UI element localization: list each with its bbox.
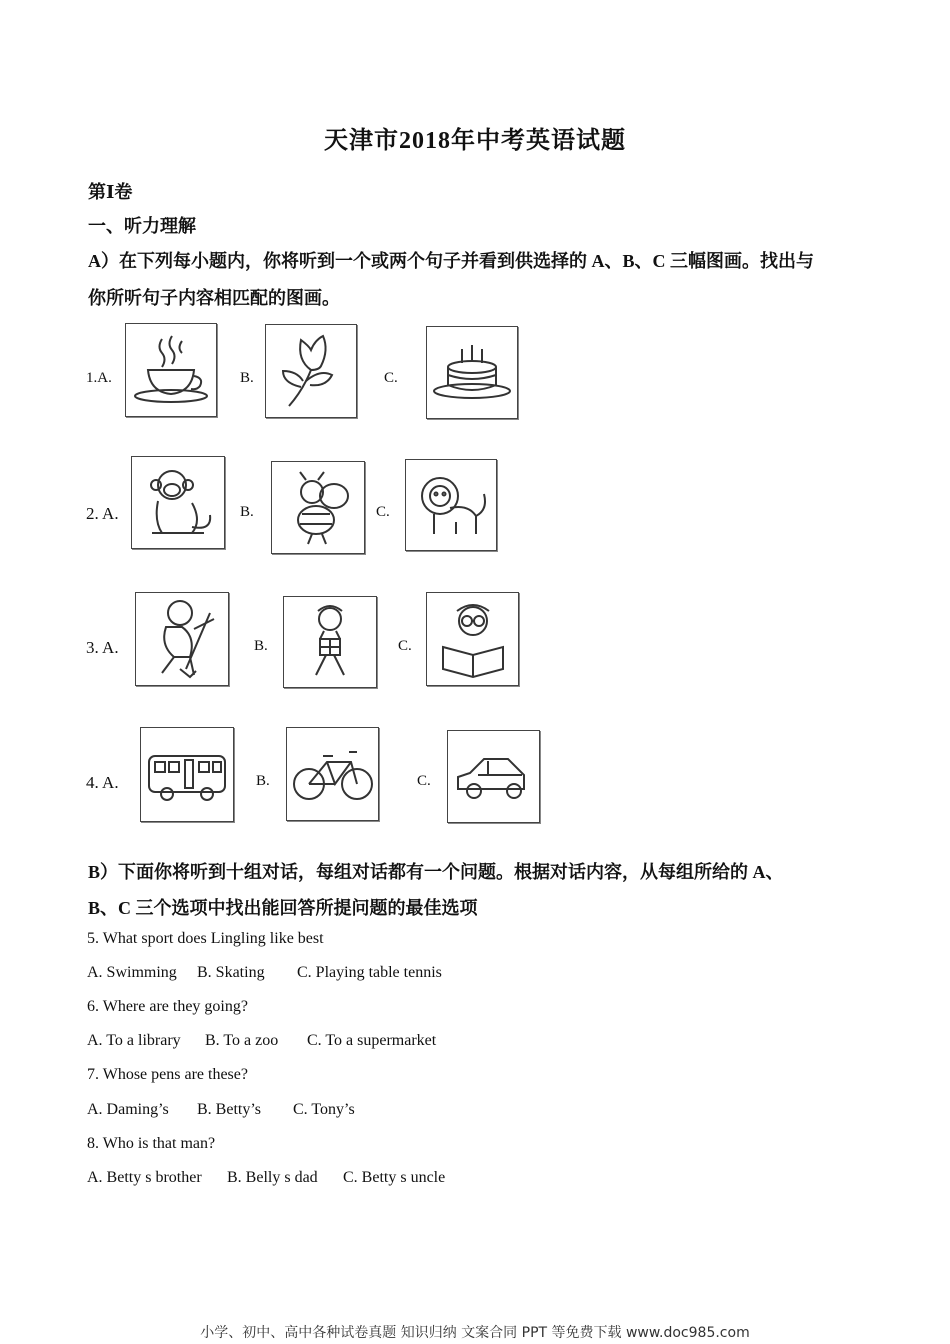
bus-icon bbox=[140, 727, 234, 822]
q4-c-label: C. bbox=[417, 773, 431, 789]
flower-icon bbox=[265, 324, 357, 418]
part-b-instruction-cont: B、C 三个选项中找出能回答所提问题的最佳选项 bbox=[88, 898, 478, 918]
monkey-icon bbox=[131, 456, 225, 549]
q5-option-c: C. Playing table tennis bbox=[297, 964, 442, 981]
volume-heading: 第Ⅰ卷 bbox=[88, 182, 133, 202]
q2-label: 2. A. bbox=[86, 504, 119, 523]
bee-icon bbox=[271, 461, 365, 554]
q4-b-label: B. bbox=[256, 773, 270, 789]
birthday-cake-icon bbox=[426, 326, 518, 419]
q8-option-a: A. Betty s brother bbox=[87, 1169, 202, 1186]
q3-label: 3. A. bbox=[86, 638, 119, 657]
q1-c-label: C. bbox=[384, 370, 398, 386]
question-7: 7. Whose pens are these? bbox=[87, 1066, 248, 1083]
q1-b-label: B. bbox=[240, 370, 254, 386]
question-8: 8. Who is that man? bbox=[87, 1135, 216, 1152]
boy-with-gift-icon bbox=[283, 596, 377, 688]
page-title: 天津市2018年中考英语试题 bbox=[324, 128, 626, 154]
q2-c-label: C. bbox=[376, 504, 390, 520]
q5-option-a: A. Swimming bbox=[87, 964, 177, 981]
bicycle-icon bbox=[286, 727, 379, 821]
q6-option-c: C. To a supermarket bbox=[307, 1032, 437, 1049]
q8-option-b: B. Belly s dad bbox=[227, 1169, 318, 1186]
q6-option-b: B. To a zoo bbox=[205, 1032, 279, 1049]
q4-label: 4. A. bbox=[86, 773, 119, 792]
q2-b-label: B. bbox=[240, 504, 254, 520]
part-b-instruction: B）下面你将听到十组对话，每组对话都有一个问题。根据对话内容，从每组所给的 A、 bbox=[88, 862, 784, 882]
man-sweeping-icon bbox=[135, 592, 229, 686]
q3-b-label: B. bbox=[254, 638, 268, 654]
section-heading: 一、听力理解 bbox=[88, 216, 196, 236]
footer-banner[interactable]: 小学、初中、高中各种试卷真题 知识归纳 文案合同 PPT 等免费下载 www.doc985.com bbox=[200, 1325, 750, 1341]
part-a-instruction-cont: 你所听句子内容相匹配的图画。 bbox=[88, 288, 340, 308]
question-5: 5. What sport does Lingling like best bbox=[87, 930, 324, 947]
q7-option-b: B. Betty’s bbox=[197, 1101, 262, 1118]
question-6: 6. Where are they going? bbox=[87, 998, 248, 1015]
q7-option-c: C. Tony’s bbox=[293, 1101, 355, 1118]
q1-label: 1.A. bbox=[86, 370, 112, 386]
car-icon bbox=[447, 730, 540, 823]
q5-option-b: B. Skating bbox=[197, 964, 265, 981]
part-a-instruction: A）在下列每小题内，你将听到一个或两个句子并看到供选择的 A、B、C 三幅图画。找出与 bbox=[88, 251, 814, 271]
q8-option-c: C. Betty s uncle bbox=[343, 1169, 446, 1186]
boy-reading-icon bbox=[426, 592, 519, 686]
lion-icon bbox=[405, 459, 497, 551]
q3-c-label: C. bbox=[398, 638, 412, 654]
q7-option-a: A. Daming’s bbox=[87, 1101, 169, 1118]
q6-option-a: A. To a library bbox=[87, 1032, 181, 1049]
coffee-cup-icon bbox=[125, 323, 217, 417]
